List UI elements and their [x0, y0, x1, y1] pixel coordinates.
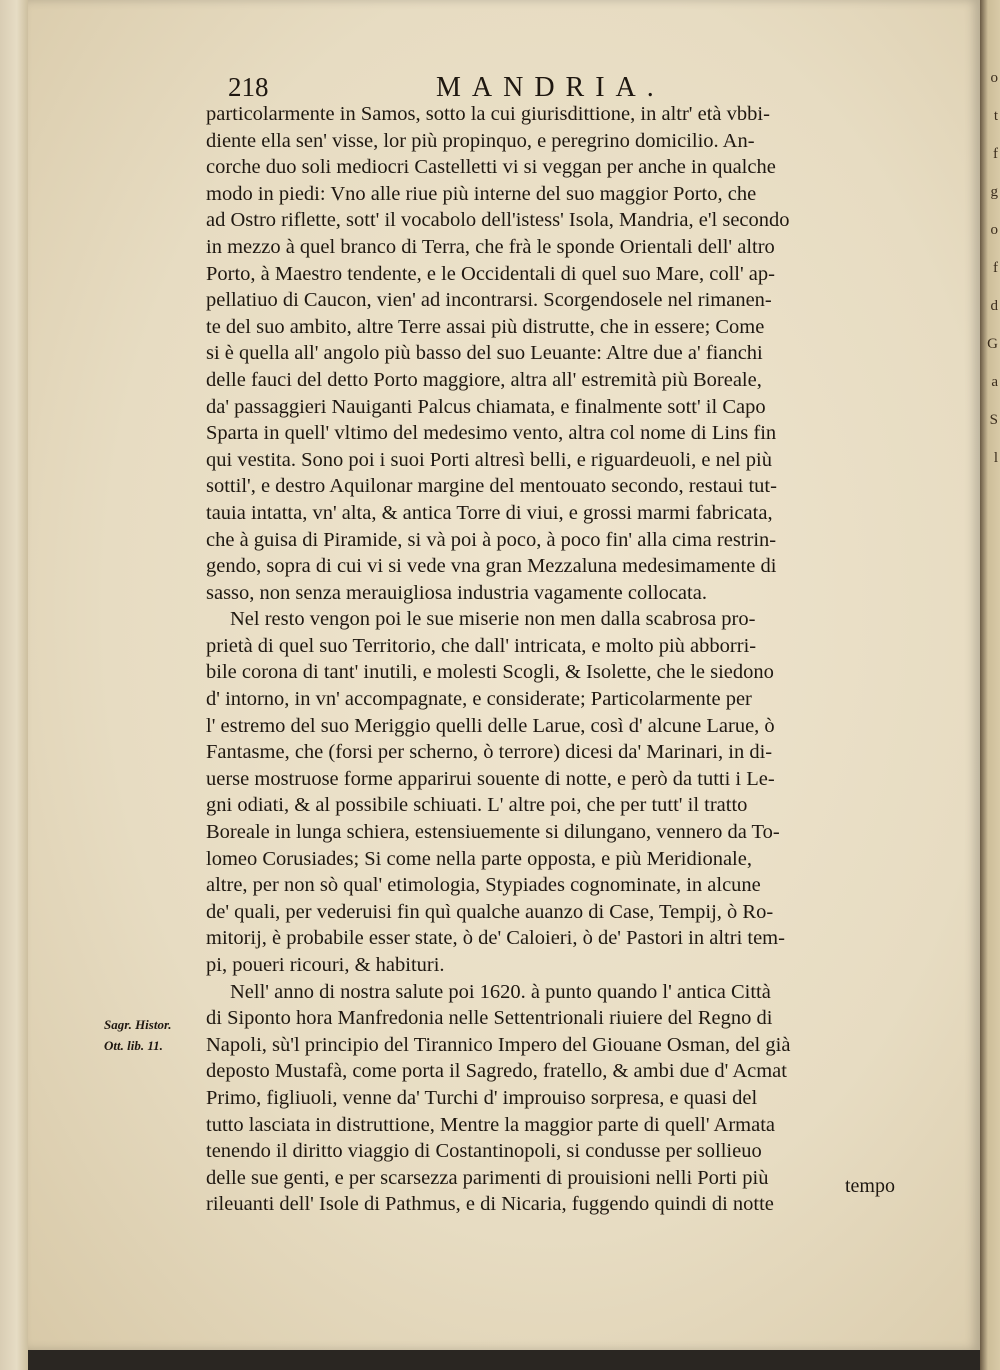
- text-line: te del suo ambito, altre Terre assai più distrutte, che in essere; Come: [206, 315, 765, 338]
- next-page-glyph: t: [993, 108, 998, 124]
- text-line: Sparta in quell' vltimo del medesimo vento, altra col nome di Lins fin: [206, 422, 777, 445]
- text-line: diente ella sen' visse, lor più propinquo, e peregrino domicilio. An-: [206, 129, 755, 152]
- text-line: d' intorno, in vn' accompagnate, e considerate; Particolarmente per: [206, 688, 752, 711]
- text-line: bile corona di tant' inutili, e molesti Scogli, & Isolette, che le siedono: [206, 661, 774, 684]
- text-line: lomeo Corusiades; Si come nella parte opposta, e più Meridionale,: [206, 847, 752, 870]
- left-binding-edge: [0, 0, 28, 1370]
- text-line: Napoli, sù'l principio del Tirannico Impero del Giouane Osman, del già: [206, 1033, 791, 1056]
- marginal-note-line: Ott. lib. 11.: [104, 1038, 163, 1053]
- text-line: rileuanti dell' Isole di Pathmus, e di Nicaria, fuggendo quindi di notte: [206, 1193, 774, 1216]
- text-line: modo in piedi: Vno alle riue più interne del suo maggior Porto, che: [206, 182, 757, 205]
- text-line: uerse mostruose forme apparirui souente di notte, e però da tutti i Le-: [206, 767, 775, 790]
- text-line: tenendo il diritto viaggio di Costantinopoli, si condusse per sollieuo: [206, 1140, 762, 1163]
- text-line: tutto lasciata in distruttione, Mentre la maggior parte di quell' Armata: [206, 1113, 775, 1136]
- text-line: Boreale in lunga schiera, estensiuemente si dilungano, vennero da To-: [206, 821, 780, 844]
- text-line: altre, per non sò qual' etimologia, Stypiades cognominate, in alcune: [206, 874, 761, 897]
- text-line: sasso, non senza merauigliosa industria vagamente collocata.: [206, 581, 707, 604]
- text-line: delle fauci del detto Porto maggiore, altra all' estremità più Boreale,: [206, 368, 762, 391]
- text-line: in mezzo à quel branco di Terra, che frà le sponde Orientali dell' altro: [206, 235, 775, 258]
- marginal-note-line: Sagr. Histor.: [104, 1017, 172, 1032]
- text-line: prietà di quel suo Territorio, che dall' intricata, e molto più abborri-: [206, 634, 757, 657]
- text-line: Primo, figliuoli, venne da' Turchi d' improuiso sorpresa, e quasi del: [206, 1086, 758, 1109]
- text-line: tauia intatta, vn' alta, & antica Torre di viui, e grossi marmi fabricata,: [206, 501, 773, 524]
- text-line: ad Ostro riflette, sott' il vocabolo dell'istess' Isola, Mandria, e'l secondo: [206, 209, 790, 232]
- text-line: pellatiuo di Caucon, vien' ad incontrarsi. Scorgendosele nel rimanen-: [206, 289, 772, 312]
- text-line: che à guisa di Piramide, si và poi à poco, à poco fin' alla cima restrin-: [206, 528, 777, 551]
- next-page-glyph: f: [993, 146, 998, 162]
- text-line: deposto Mustafà, come porta il Sagredo, fratello, & ambi due d' Acmat: [206, 1060, 787, 1083]
- text-line: Nel resto vengon poi le sue miserie non men dalla scabrosa pro-: [230, 608, 756, 631]
- text-line: de' quali, per vederuisi fin quì qualche auanzo di Case, Tempij, ò Ro-: [206, 900, 774, 923]
- text-line: corche duo soli mediocri Castelletti vi si veggan per anche in qualche: [206, 156, 776, 179]
- text-line: gni odiati, & al possibile schiuati. L' altre poi, che per tutt' il tratto: [206, 794, 748, 817]
- text-line: l' estremo del suo Meriggio quelli delle Larue, così d' alcune Larue, ò: [206, 714, 775, 737]
- text-line: sottil', e destro Aquilonar margine del mentouato secondo, restaui tut-: [206, 475, 777, 498]
- next-page-glyph: o: [990, 70, 998, 86]
- next-page-glyph: a: [991, 374, 998, 390]
- next-page-glyph: d: [990, 298, 998, 314]
- text-line: gendo, sopra di cui vi si vede vna gran Mezzaluna medesimamente di: [206, 555, 777, 578]
- next-page-edge: [980, 0, 1000, 1370]
- next-page-glyph: g: [990, 184, 998, 200]
- next-page-glyph: S: [989, 412, 998, 428]
- text-line: particolarmente in Samos, sotto la cui giurisdittione, in altr' età vbbi-: [206, 103, 770, 125]
- text-line: delle sue genti, e per scarsezza parimenti di prouisioni nelli Porti più: [206, 1166, 769, 1189]
- next-page-glyph: l: [993, 450, 998, 466]
- running-title: MANDRIA.: [436, 72, 665, 103]
- next-page-glyph: G: [987, 336, 998, 352]
- text-line: da' passaggieri Nauiganti Palcus chiamata, e finalmente sott' il Capo: [206, 395, 766, 418]
- text-line: Nell' anno di nostra salute poi 1620. à punto quando l' antica Città: [230, 980, 771, 1003]
- next-page-glyph: o: [990, 222, 998, 238]
- text-line: qui vestita. Sono poi i suoi Porti altresì belli, e riguardeuoli, e nel più: [206, 448, 772, 471]
- text-line: Fantasme, che (forsi per scherno, ò terrore) dicesi da' Marinari, in di-: [206, 741, 773, 764]
- body-text: [206, 101, 918, 1218]
- text-line: si è quella all' angolo più basso del suo Leuante: Altre due a' fianchi: [206, 342, 763, 365]
- marginal-note: [104, 1014, 172, 1056]
- text-line: pi, poueri ricouri, & habituri.: [206, 954, 445, 976]
- next-page-glyph: f: [993, 260, 998, 276]
- page-number: 218: [228, 72, 269, 102]
- text-line: mitorij, è probabile esser state, ò de' Caloieri, ò de' Pastori in altri tem-: [206, 927, 785, 950]
- catchword: tempo: [845, 1175, 895, 1197]
- text-line: Porto, à Maestro tendente, e le Occidentali di quel suo Mare, coll' ap-: [206, 262, 775, 285]
- text-line: di Siponto hora Manfredonia nelle Settentrionali riuiere del Regno di: [206, 1007, 773, 1030]
